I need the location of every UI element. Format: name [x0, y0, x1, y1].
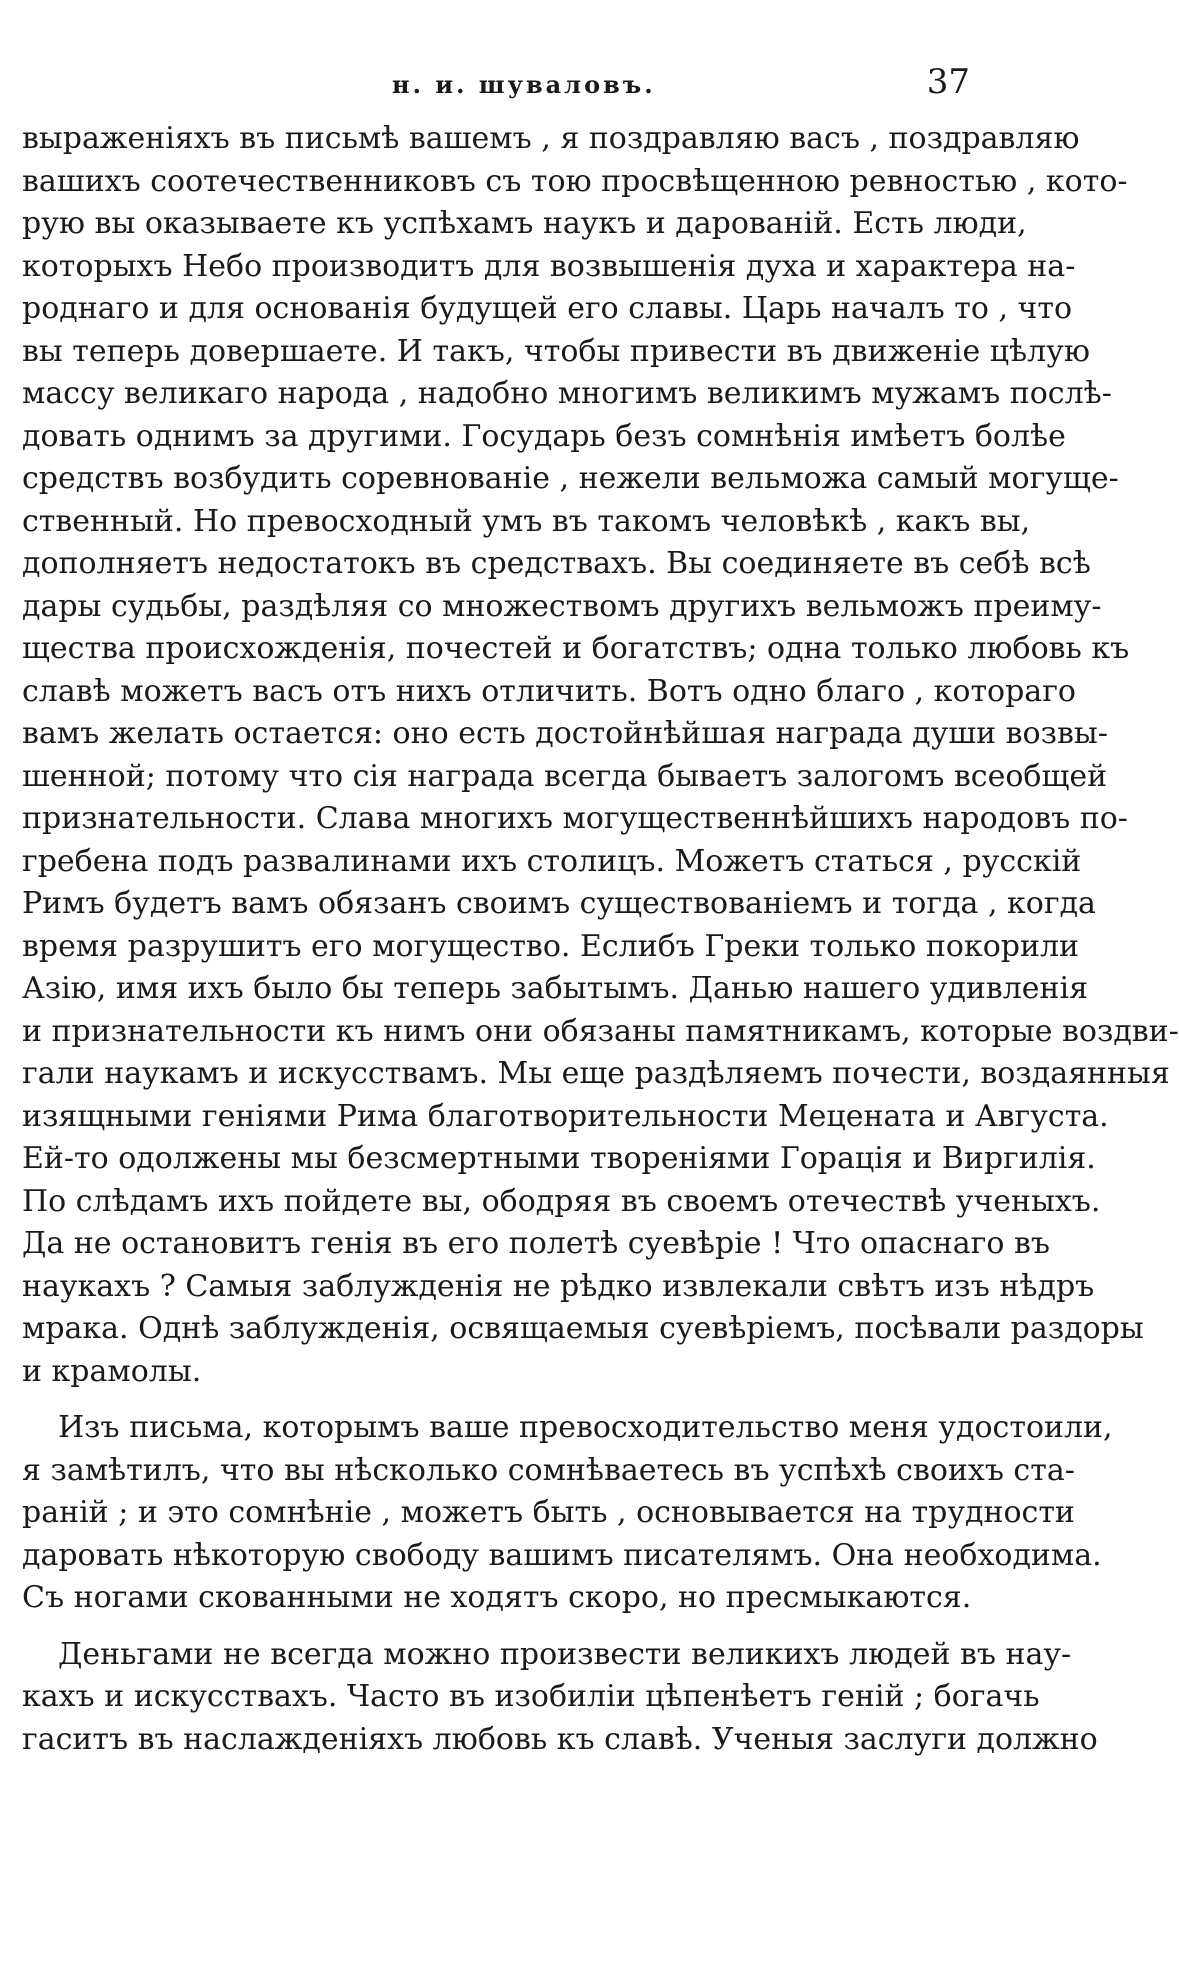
- paragraph: [22, 1634, 1098, 1762]
- text-line: я замѣтилъ, что вы нѣсколько сомнѣваетесь въ успѣхѣ своихъ ста-: [22, 1452, 1075, 1488]
- text-line: вашихъ соотечественниковъ съ тою просвѣщенною ревностью , кото-: [22, 163, 1128, 199]
- running-head: [22, 62, 970, 106]
- text-line: наукахъ ? Самыя заблужденія не рѣдко извлекали свѣтъ изъ нѣдръ: [22, 1268, 1095, 1304]
- text-line: ственный. Но превосходный умъ въ такомъ человѣкѣ , какъ вы,: [22, 503, 1031, 539]
- text-line: роднаго и для основанія будущей его славы. Царь началъ то , что: [22, 291, 1073, 326]
- text-line: Деньгами не всегда можно произвести великихъ людей въ нау-: [58, 1636, 1072, 1672]
- text-line: славѣ можетъ васъ отъ нихъ отличить. Вотъ одно благо , котораго: [22, 673, 1076, 709]
- text-line: щества происхожденія, почестей и богатствъ; одна только любовь къ: [22, 631, 1130, 666]
- text-line: и крамолы.: [22, 1353, 202, 1389]
- text-line: которыхъ Небо производитъ для возвышенія духа и характера на-: [22, 248, 1076, 284]
- text-line: шенной; потому что сія награда всегда бываетъ залогомъ всеобщей: [22, 758, 1108, 794]
- text-line: время разрушитъ его могущество. Еслибъ Греки только покорили: [22, 928, 1080, 964]
- paragraph: [22, 118, 1179, 1393]
- paragraph-gap: [22, 1393, 970, 1407]
- text-line: вамъ желать остается: оно есть достойнѣйшая награда души возвы-: [22, 716, 1108, 751]
- text-line: мрака. Однѣ заблужденія, освящаемыя суевѣріемъ, посѣвали раздоры: [22, 1311, 1144, 1346]
- text-line: гаситъ въ наслажденіяхъ любовь къ славѣ. Ученыя заслуги должно: [22, 1721, 1098, 1757]
- text-line: и признательности къ нимъ они обязаны памятникамъ, которые воздви-: [22, 1013, 1179, 1049]
- text-line: Ей-то одолжены мы безсмертными твореніями Горація и Виргилія.: [22, 1141, 1096, 1176]
- text-line: кахъ и искусствахъ. Часто въ изобиліи цѣпенѣетъ геній ; богачь: [22, 1679, 1040, 1714]
- text-line: вы теперь довершаете. И такъ, чтобы привести въ движеніе цѣлую: [22, 333, 1090, 369]
- text-line: раній ; и это сомнѣніе , можетъ быть , основывается на трудности: [22, 1495, 1075, 1530]
- text-line: довать однимъ за другими. Государь безъ сомнѣнія имѣетъ болѣе: [22, 418, 1066, 454]
- page-number: 37: [926, 62, 970, 102]
- text-line: массу великаго народа , надобно многимъ великимъ мужамъ послѣ-: [22, 376, 1112, 411]
- text-line: дары судьбы, раздѣляя со множествомъ другихъ вельможъ преиму-: [22, 588, 1102, 624]
- text-line: дополняетъ недостатокъ въ средствахъ. Вы соединяете въ себѣ всѣ: [22, 546, 1091, 581]
- body-text: [22, 118, 1179, 1761]
- text-line: даровать нѣкоторую свободу вашимъ писателямъ. Она необходима.: [22, 1537, 1102, 1573]
- running-title: н. и. шуваловъ.: [392, 70, 656, 99]
- text-line: Азію, имя ихъ было бы теперь забытымъ. Данью нашего удивленія: [22, 971, 1089, 1006]
- text-line: Съ ногами скованными не ходятъ скоро, но пресмыкаются.: [22, 1580, 972, 1615]
- text-line: По слѣдамъ ихъ пойдете вы, ободряя въ своемъ отечествѣ ученыхъ.: [22, 1183, 1101, 1219]
- text-line: изящными геніями Рима благотворительности Мецената и Августа.: [22, 1098, 1109, 1134]
- text-line: гребена подъ развалинами ихъ столицъ. Можетъ статься , русскій: [22, 843, 1082, 879]
- text-line: Да не остановитъ генія въ его полетѣ суевѣріе ! Что опаснаго въ: [22, 1226, 1050, 1261]
- text-line: рую вы оказываете къ успѣхамъ наукъ и дарованій. Есть люди,: [22, 206, 1027, 241]
- text-line: средствъ возбудить соревнованіе , нежели вельможа самый могуще-: [22, 461, 1119, 496]
- text-line: выраженіяхъ въ письмѣ вашемъ , я поздравляю васъ , поздравляю: [22, 121, 1080, 156]
- text-line: Изъ письма, которымъ ваше превосходительство меня удостоили,: [58, 1410, 1113, 1445]
- text-line: гали наукамъ и искусствамъ. Мы еще раздѣляемъ почести, воздаянныя: [22, 1056, 1170, 1091]
- paragraph: [22, 1407, 1113, 1620]
- text-line: Римъ будетъ вамъ обязанъ своимъ существованіемъ и тогда , когда: [22, 886, 1096, 921]
- text-line: признательности. Слава многихъ могущественнѣйшихъ народовъ по-: [22, 801, 1128, 836]
- paragraph-gap: [22, 1620, 970, 1634]
